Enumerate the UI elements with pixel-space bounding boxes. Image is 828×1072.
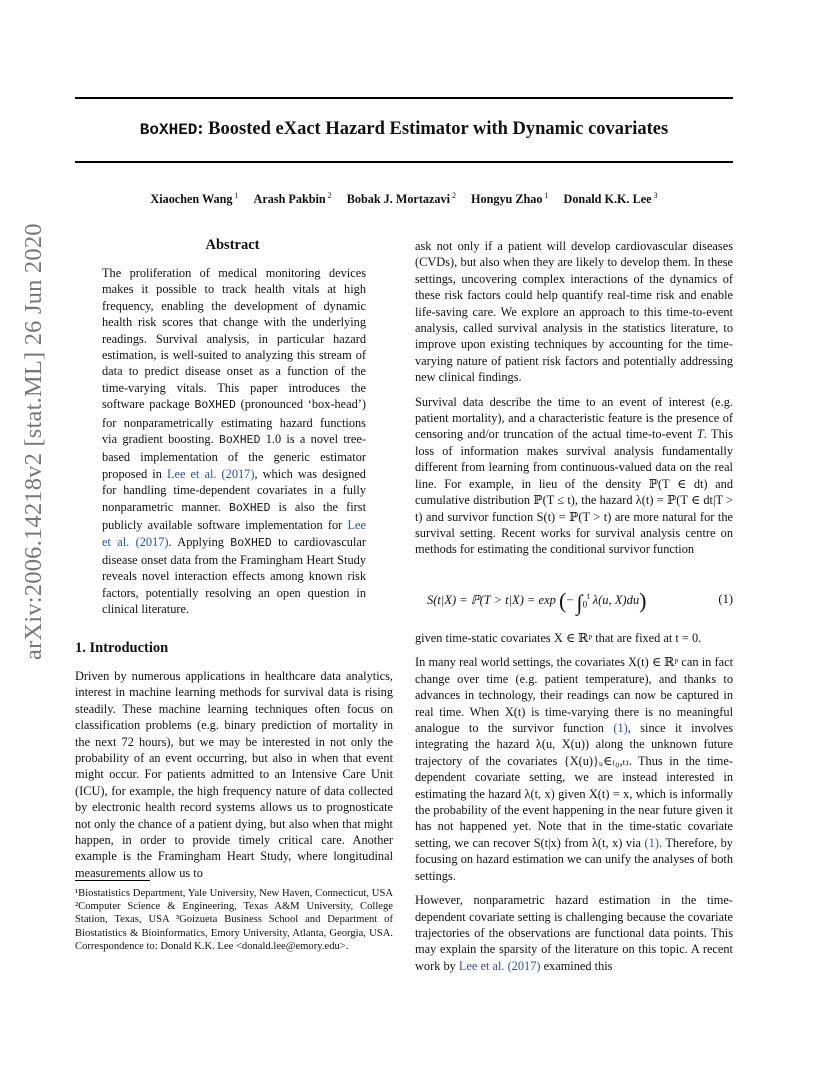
author: Xiaochen Wang $^1$	[150, 191, 239, 207]
citation-link[interactable]: Lee et al. (2017)	[166, 466, 255, 481]
title-top-rule	[75, 97, 733, 99]
paragraph: However, nonparametric hazard estimation in the time-dependent covariate setting is challenging because the covariate trajectories of the observations are functional data points. This may explain the sparsity of the literature on this topic. A recent work by Lee et al. (2017) examined this	[415, 893, 733, 973]
arxiv-identifier: arXiv:2006.14218v2 [stat.ML] 26 Jun 2020	[20, 223, 47, 660]
equation-ref-link[interactable]: (1)	[613, 721, 628, 736]
author: Bobak J. Mortazavi $^2$	[346, 191, 456, 207]
author: Donald K.K. Lee $^3$	[563, 191, 658, 207]
equation-number: (1)	[718, 592, 733, 606]
author-list	[75, 191, 733, 207]
title-text: : Boosted eXact Hazard Estimator with Dynamic covariates	[197, 119, 669, 139]
equation-ref-link[interactable]: (1)	[644, 835, 659, 850]
introduction-body: Driven by numerous applications in healthcare data analytics, interest in machine learning methods for survival data is rising steadily. These machine learning techniques often focus on classification problems (e.g. binary prediction of mortality in the next 72 hours), but we may be interested in not only the probability of an event occurring, but also in when that event might occur. For patients admitted to an Intensive Care Unit (ICU), for example, the high frequency nature of data collected by electronic health record systems allows us to prognosticate not only the chance of a patient dying, but also when that might happen, in order to provide timely critical care. Another example is the Framingham Heart Study, where longitudinal measurements allow us to	[75, 669, 393, 880]
title-package-name: BoXHED	[139, 121, 198, 139]
author: Hongyu Zhao $^1$	[471, 191, 549, 207]
paragraph: Survival data describe the time to an event of interest (e.g. patient mortality), and a characteristic feature is the presence of censoring and/or truncation of the actual time-to-event T. This loss of information makes survival analysis fundamentally different from learning from continuous-valued data on the real line. For example, in lieu of the density ℙ(T ∈ dt) and cumulative distribution ℙ(T ≤ t), the hazard λ(t) = ℙ(T ∈ dt|T > t) and survivor function S(t) = ℙ(T > t) are more natural for the survival setting. Recent works for survival analysis centre on methods for estimating the conditional survivor function	[415, 394, 733, 557]
citation-link[interactable]: Lee et al. (2017)	[102, 518, 366, 549]
right-column-body	[415, 238, 733, 566]
paragraph: In many real world settings, the covariates X(t) ∈ ℝᵖ can in fact change over time (e.g. patient temperature), and thanks to advances in technology, their readings can now be captured in real time. When X(t) is time-varying there is no meaningful analogue to the survivor function (1), since it involves integrating the hazard λ(u, X(u)) along the unknown future trajectory of the covariates {X(u)}ᵤ∈₍₀,ₜ₎. Thus in the time-dependent covariate setting, we are instead interested in estimating the hazard λ(t, x) given X(t) = x, which is informally the probability of the event happening in the near future given it has not happened yet. Note that in the time-static covariate setting, we can recover S(t|x) from λ(t, x) via (1). Therefore, by focusing on hazard estimation we can unify the analyses of both settings.	[415, 655, 733, 883]
abstract-heading: Abstract	[205, 237, 260, 253]
footnote: ¹Biostatistics Department, Yale University, New Haven, Connecticut, USA ²Computer Science & Engineering, Texas A&M University, College Station, Texas, USA ³Goizueta Business School and Department of Biostatistics & Bioinformatics, Emory University, Atlanta, Georgia, USA. Correspondence to: Donald K.K. Lee <donald.lee@emory.edu>.	[75, 888, 393, 952]
abstract-body: The proliferation of medical monitoring devices makes it possible to track health vitals at high frequency, enabling the development of dynamic health risk scores that change with the underlying readings. Survival analysis, in particular hazard estimation, is well-suited to analyzing this stream of data to predict disease onset as a function of the time-varying vitals. This paper introduces the software package BoXHED (pronounced ‘box-head’) for nonparametrically estimating hazard functions via gradient boosting. BoXHED 1.0 is a novel tree-based implementation of the generic estimator proposed in Lee et al. (2017), which was designed for handling time-dependent covariates in a fully nonparametric manner. BoXHED is also the first publicly available software implementation for Lee et al. (2017). Applying BoXHED to cardiovascular disease onset data from the Framingham Heart Study reveals novel interaction effects among known risk factors, potentially resolving an open question in clinical literature.	[102, 266, 367, 617]
title-bottom-rule	[75, 161, 733, 163]
paragraph: given time-static covariates X ∈ ℝᵖ that are fixed at t = 0.	[415, 631, 702, 645]
paper-title	[75, 119, 733, 140]
right-column-body-continued	[415, 630, 733, 982]
author: Arash Pakbin $^2$	[253, 191, 332, 207]
footnote-rule	[75, 880, 150, 881]
paragraph: ask not only if a patient will develop cardiovascular diseases (CVDs), but also when they are likely to develop them. In these settings, uncovering complex interactions of the dynamics of these risk factors could help quantify real-time risk and enable life-saving care. We explore an approach to this time-to-event analysis, called survival analysis in the statistics literature, to improve upon existing techniques by accounting for the time-varying nature of patient risk factors and potentially addressing new clinical findings.	[415, 239, 733, 385]
section-heading-introduction: 1. Introduction	[75, 640, 169, 656]
citation-link[interactable]: Lee et al. (2017)	[458, 958, 541, 973]
